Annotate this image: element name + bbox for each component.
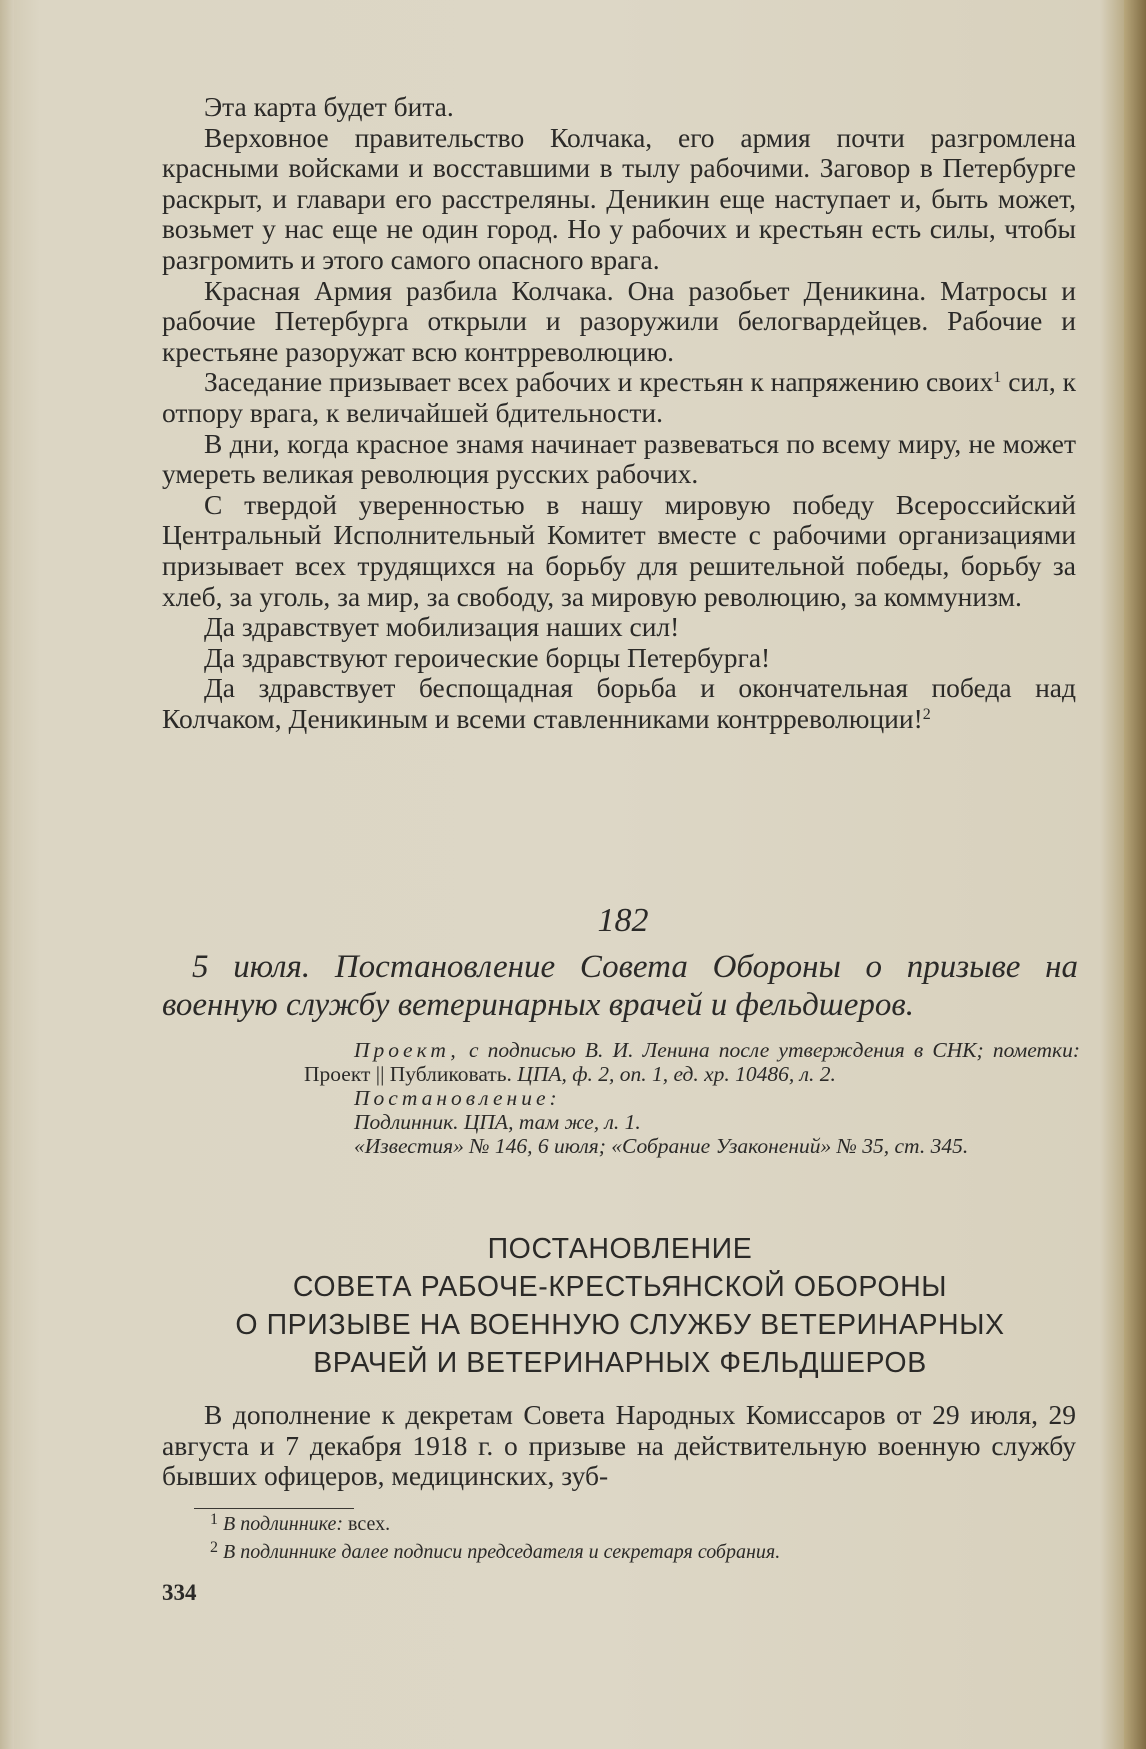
page-number: 334 (162, 1580, 197, 1605)
footnote-mark: 2 (922, 705, 931, 723)
source-draft-label: Проект, (354, 1038, 460, 1062)
paragraph: В дополнение к декретам Совета Народных Комиссаров от 29 июля, 29 августа и 7 декабря 1918 г. о призыве на действительную военную службу бывших офицеров, медицинских, зуб- (162, 1399, 1076, 1492)
heading-line: ВРАЧЕЙ И ВЕТЕРИНАРНЫХ ФЕЛЬДШЕРОВ (313, 1347, 927, 1379)
source-note (304, 1038, 1080, 1158)
source-original: Подлинник. ЦПА, там же, л. 1. (354, 1110, 641, 1134)
text: с подписью В. И. Ленина после утверждения в СНК; пометки: (459, 1038, 1080, 1062)
text: сил, к отпору врага, к величайшей бдительности. (162, 366, 1076, 428)
footnote-mark: 1 (993, 369, 1002, 387)
footnote-mark: 1 (210, 1511, 218, 1528)
document-number: 182 (597, 902, 649, 939)
footnotes (210, 1510, 1080, 1566)
text: Постановление: (354, 1086, 561, 1110)
text: Да здравствует беспощадная борьба и окончательная победа над Колчаком, Деникиным и всеми ставленниками контрреволюции! (162, 672, 1076, 734)
draft-marks: Проект || Публиковать. (304, 1062, 512, 1086)
source-decree-label (304, 1086, 1080, 1110)
document-title: 5 июля. Постановление Совета Обороны о призыве на военную службу ветеринарных врачей и фельдшеров. (162, 949, 1078, 1023)
footnote-mark: 2 (210, 1539, 218, 1556)
heading-line: О ПРИЗЫВЕ НА ВОЕННУЮ СЛУЖБУ ВЕТЕРИНАРНЫХ (235, 1309, 1005, 1341)
heading-line: ПОСТАНОВЛЕНИЕ (487, 1233, 753, 1265)
text: всех. (343, 1513, 391, 1535)
paragraph: Да здравствует мобилизация наших сил! (204, 611, 680, 643)
text: Заседание призывает всех рабочих и крестьян к напряжению своих (204, 366, 994, 398)
heading-line: СОВЕТА РАБОЧЕ-КРЕСТЬЯНСКОЙ ОБОРОНЫ (292, 1271, 948, 1303)
footnote-1 (210, 1510, 1080, 1538)
page-left-edge (0, 0, 14, 1749)
paragraph: Красная Армия разбила Колчака. Она разобьет Деникина. Матросы и рабочие Петербурга открыли и разоружили белогвардейцев. Рабочие и крестьяне разоружат всю контрреволюцию. (162, 274, 1076, 367)
footnote-divider (194, 1508, 354, 1509)
paragraph: Да здравствуют героические борцы Петербурга! (204, 641, 771, 673)
footnote-2 (210, 1538, 1080, 1566)
paragraph (162, 673, 1076, 734)
top-text-block (162, 92, 1076, 734)
paragraph: С твердой уверенностью в нашу мировую победу Всероссийский Центральный Исполнительный Комитет вместе с рабочими организациями призывает всех трудящихся на борьбу для решительной победы, борьбу за хлеб, за уголь, за мир, за свободу, за мировую революцию, за коммунизм. (162, 488, 1076, 612)
decree-body (162, 1400, 1076, 1492)
source-draft (304, 1038, 1080, 1086)
paragraph: В дни, когда красное знамя начинает развеваться по всему миру, не может умереть великая революция русских рабочих. (162, 427, 1076, 490)
paragraph (162, 367, 1076, 428)
text: В подлиннике: (223, 1513, 344, 1535)
text: ЦПА, ф. 2, оп. 1, ед. хр. 10486, л. 2. (511, 1062, 836, 1086)
paragraph: Эта карта будет бита. (204, 91, 454, 122)
decree-heading (162, 1230, 1078, 1382)
paragraph: Верховное правительство Колчака, его армия почти разгромлена красными войсками и восставшими в тылу рабочими. Заговор в Петербурге раскрыт, и главари его расстреляны. Деникин еще наступает и, быть может, возьмет у нас еще не один город. Но у рабочих и крестьян есть силы, чтобы разгромить и этого самого опасного врага. (162, 121, 1076, 275)
text: В подлиннике далее подписи председателя и секретаря собрания. (223, 1541, 781, 1563)
source-izvestia: «Известия» № 146, 6 июля; «Собрание Узаконений» № 35, ст. 345. (354, 1134, 969, 1158)
book-spine (1124, 0, 1146, 1749)
